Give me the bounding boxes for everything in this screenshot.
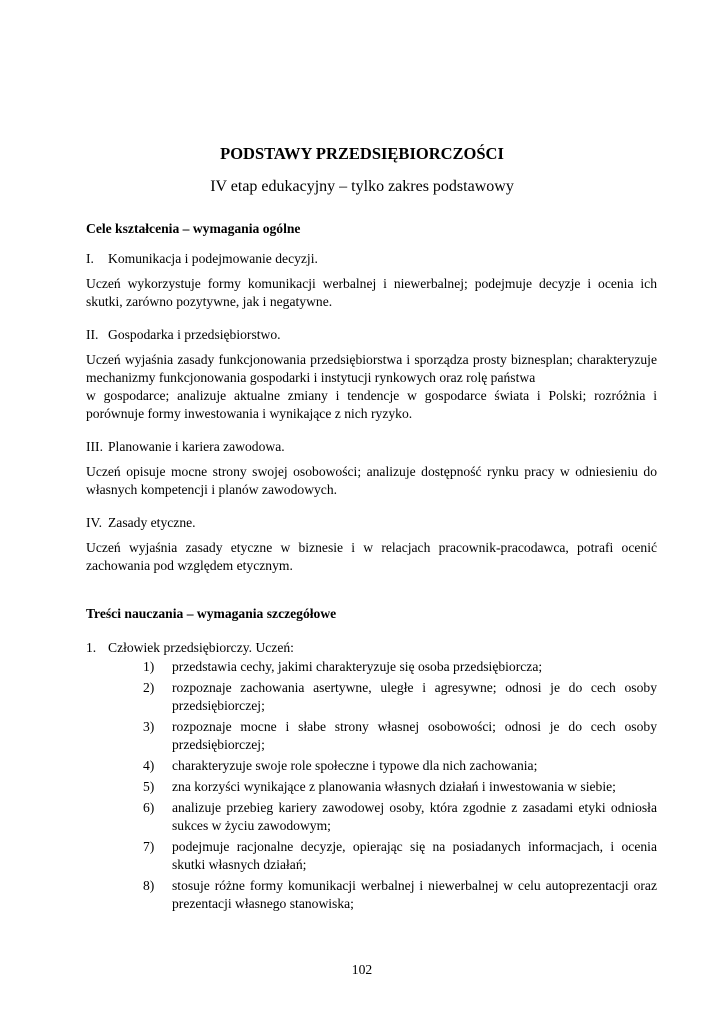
page-subtitle: IV etap edukacyjny – tylko zakres podstawowy: [210, 178, 514, 195]
list-item-number: 3): [143, 719, 155, 734]
section-title: Człowiek przedsiębiorczy. Uczeń:: [108, 640, 294, 655]
list-item: [143, 718, 657, 754]
goal-description-continued: w gospodarce; analizuje aktualne zmiany i tendencje w gospodarce świata i Polski; rozróżnia i porównuje formy inwestowania i wynikające z nich ryzyko.: [86, 388, 657, 421]
goals-heading: Cele kształcenia – wymagania ogólne: [86, 221, 301, 236]
list-item-number: 7): [143, 839, 155, 854]
section-heading: [86, 639, 657, 657]
list-item: [143, 838, 657, 874]
list-item-text: stosuje różne formy komunikacji werbalnej i niewerbalnej w celu autoprezentacji oraz prezentacji własnego stanowiska;: [172, 878, 657, 911]
goal-item-heading: [86, 438, 657, 456]
goal-numeral: IV.: [86, 515, 102, 530]
list-item-number: 2): [143, 680, 155, 695]
list-item-number: 5): [143, 779, 155, 794]
goal-description: Uczeń wykorzystuje formy komunikacji werbalnej i niewerbalnej; podejmuje decyzje i ocenia ich skutki, zarówno pozytywne, jak i negatywne.: [86, 276, 657, 309]
list-item: [143, 679, 657, 715]
page-title: PODSTAWY PRZEDSIĘBIORCZOŚCI: [220, 144, 504, 163]
section-number: 1.: [86, 640, 97, 655]
list-item-number: 6): [143, 800, 155, 815]
goal-description: Uczeń wyjaśnia zasady etyczne w biznesie i w relacjach pracownik-pracodawca, potrafi ocenić zachowania pod względem etycznym.: [86, 540, 657, 573]
goal-item-heading: [86, 250, 657, 268]
goal-description: Uczeń wyjaśnia zasady funkcjonowania przedsiębiorstwa i sporządza prosty biznesplan; charakteryzuje mechanizmy funkcjonowania gospodarki i instytucji rynkowych oraz rolę państwa: [86, 352, 657, 385]
list-item-number: 8): [143, 878, 155, 893]
goal-title: Gospodarka i przedsiębiorstwo.: [108, 327, 281, 342]
requirements-list: [143, 658, 657, 913]
goal-title: Komunikacja i podejmowanie decyzji.: [108, 251, 318, 266]
list-item: [143, 757, 657, 775]
list-item: [143, 658, 657, 676]
list-item-text: przedstawia cechy, jakimi charakteryzuje się osoba przedsiębiorcza;: [172, 659, 543, 674]
goal-item-heading: [86, 514, 657, 532]
list-item: [143, 778, 657, 796]
list-item-text: zna korzyści wynikające z planowania własnych działań i inwestowania w siebie;: [172, 779, 616, 794]
list-item-text: podejmuje racjonalne decyzje, opierając się na posiadanych informacjach, i ocenia skutki własnych działań;: [172, 839, 657, 872]
list-item-number: 1): [143, 659, 155, 674]
list-item-text: rozpoznaje zachowania asertywne, uległe i agresywne; odnosi je do cech osoby przedsiębiorczej;: [172, 680, 657, 713]
list-item: [143, 799, 657, 835]
goal-numeral: I.: [86, 251, 94, 266]
goal-numeral: III.: [86, 439, 103, 454]
document-body: [86, 220, 657, 916]
goal-title: Zasady etyczne.: [108, 515, 196, 530]
goal-item-heading: [86, 326, 657, 344]
list-item-number: 4): [143, 758, 155, 773]
list-item-text: analizuje przebieg kariery zawodowej osoby, która zgodnie z zasadami etyki odniosła sukces w życiu zawodowym;: [172, 800, 657, 833]
page-number: 102: [351, 962, 373, 977]
content-heading: Treści nauczania – wymagania szczegółowe: [86, 606, 337, 621]
goal-description: Uczeń opisuje mocne strony swojej osobowości; analizuje dostępność rynku pracy w odniesieniu do własnych kompetencji i planów zawodowych.: [86, 464, 657, 497]
list-item-text: rozpoznaje mocne i słabe strony własnej osobowości; odnosi je do cech osoby przedsiębiorczej;: [172, 719, 657, 752]
goal-title: Planowanie i kariera zawodowa.: [108, 439, 285, 454]
list-item: [143, 877, 657, 913]
list-item-text: charakteryzuje swoje role społeczne i typowe dla nich zachowania;: [172, 758, 538, 773]
goal-numeral: II.: [86, 327, 99, 342]
